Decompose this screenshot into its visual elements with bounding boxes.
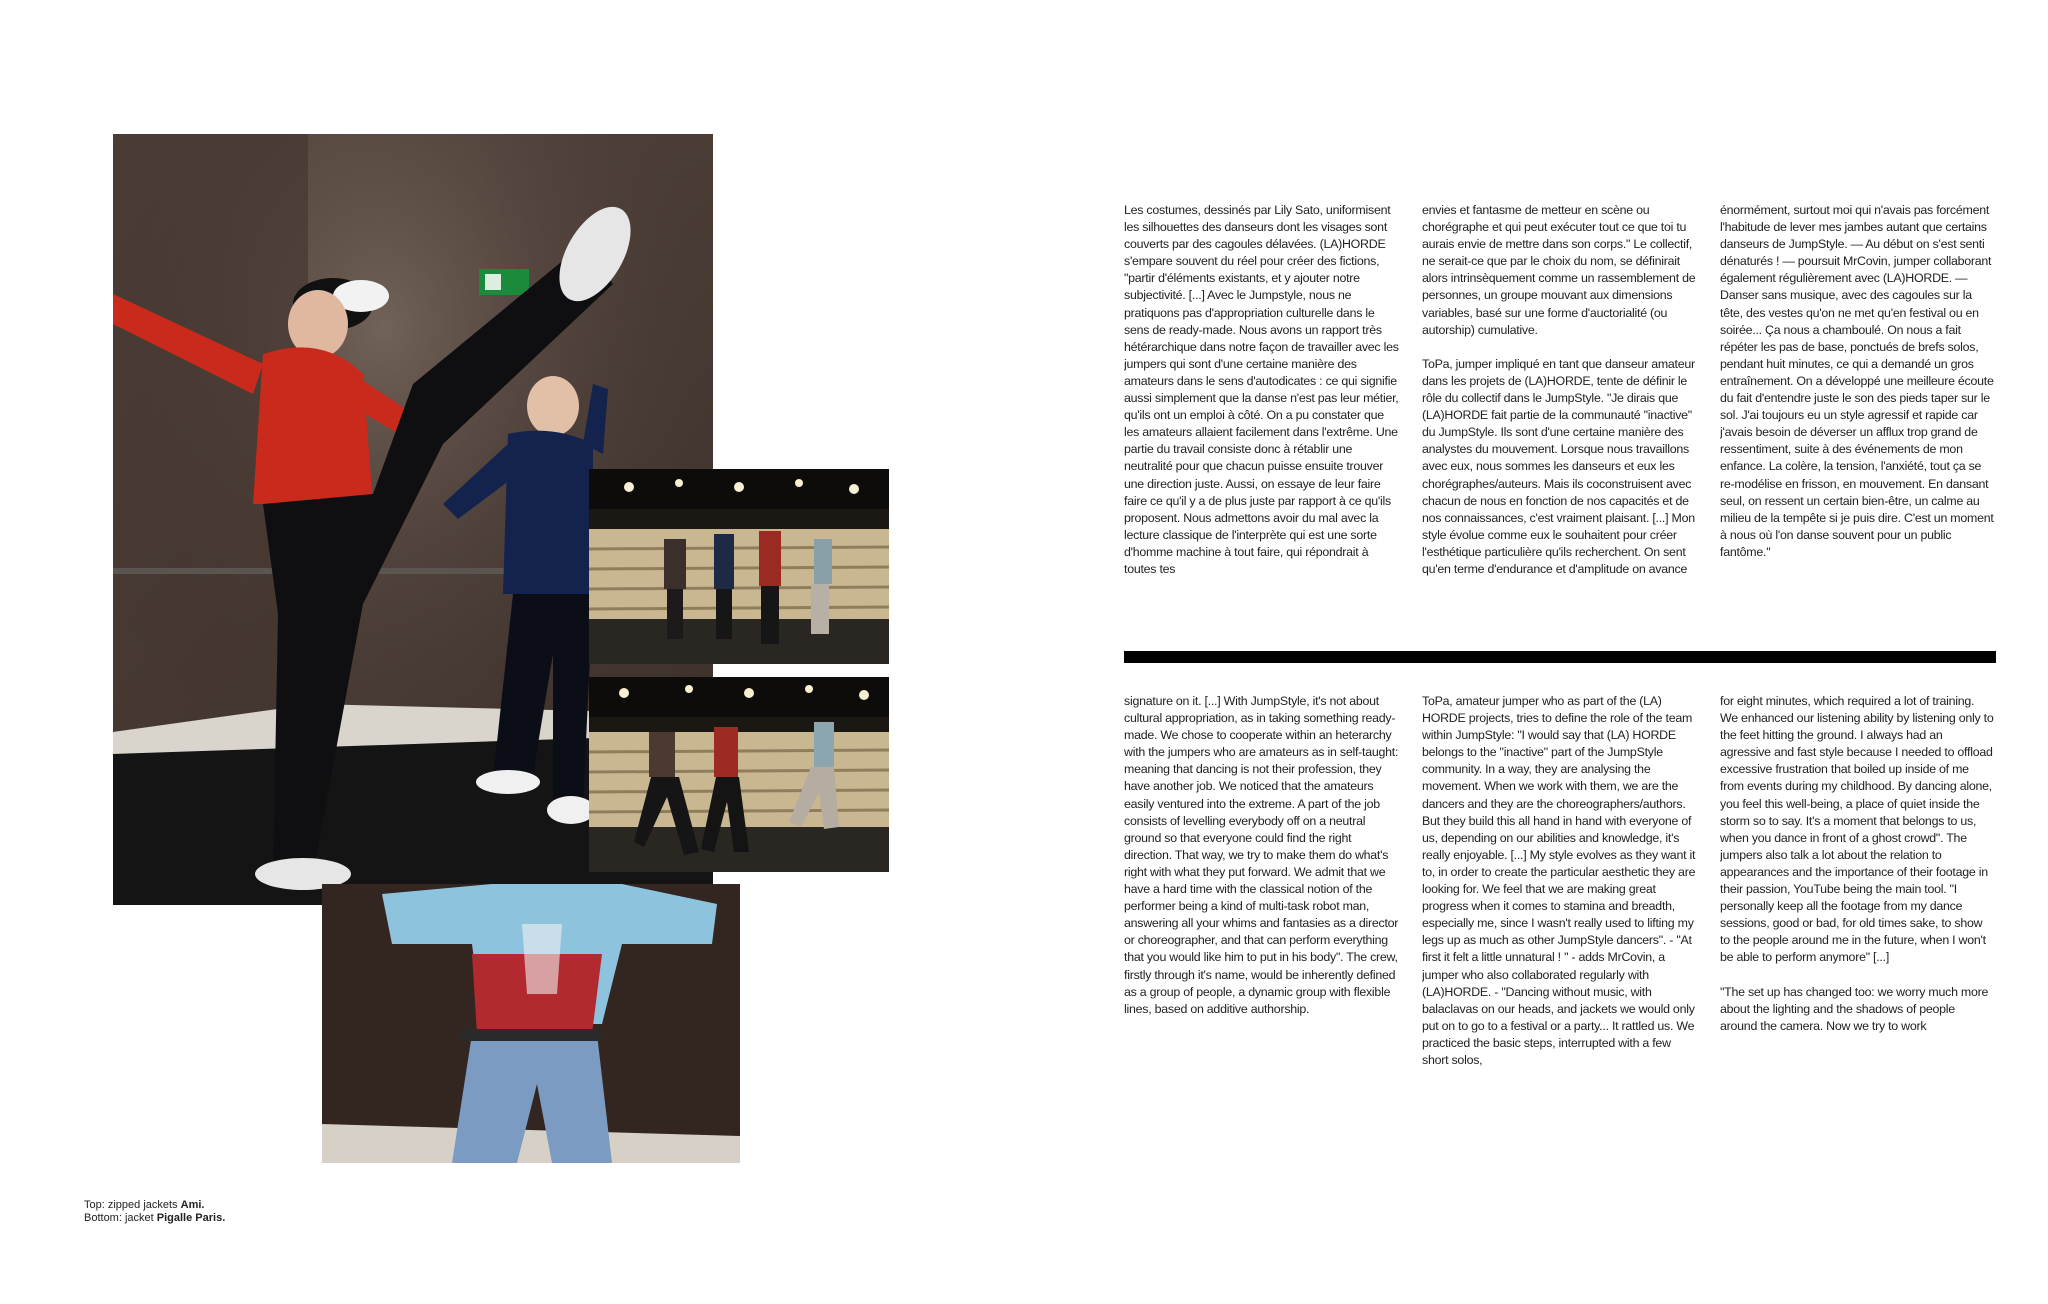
bottom-dance-photo <box>322 884 740 1163</box>
english-text-column-3: for eight minutes, which required a lot of training. We enhanced our listening ability by listening only to the feet hitting the ground. I always had an agressive and fast style because I needed to offload excessive frustration that boiled up inside of me from events during my childhood. By dancing alone, you feel this well-being, a place of quiet inside the storm so to say. It's a moment that belongs to us, when you dance in front of a ghost crowd". The jumpers also talk a lot about the relation to appearances and the importance of their footage in their passion, YouTube being the main tool. "I personally keep all the footage from my dance sessions, good or bad, for old times sake, to show to the people around me in the future, when I won't be able to perform anymore" [...] "The set up has changed too: we worry much more about the lighting and the shadows of people around the camera. Now we try to work <box>1720 694 1994 1033</box>
caption-bottom: Bottom: jacket Pigalle Paris. <box>84 1212 226 1224</box>
photo-caption <box>84 1199 225 1225</box>
bottom-dance-photo-image <box>322 884 740 1163</box>
french-text-column-1: Les costumes, dessinés par Lily Sato, uniformisent les silhouettes des danseurs dont les visages sont couverts par des cagoules délavées. (LA)HORDE s'empare souvent du réel pour créer des fictions, "partir d'éléments existants, et y ajouter notre subjectivité. [...] Avec le Jumpstyle, nous ne pratiquons pas d'appropriation culturelle dans le sens de ready-made. Nous avons un rapport très hétérarchique dans notre façon de travailler avec les jumpers qui sont d'une certaine manière des amateurs dans le sens d'autodicates : ce qui signifie aussi simplement que la danse n'est pas leur métier, qu'ils ont un emploi à côté. On a pu constater que les amateurs allaient facilement dans l'extrême. Une partie du travail consiste donc à rétablir une neutralité pour que chacun puisse ensuite trouver une direction juste. Aussi, on essaye de leur faire faire ce qu'il y a de plus juste par rapport à ce qu'ils proposent. Nous admettons avoir du mal avec la lecture classique de l'interprète qui est une sorte d'homme machine à tout faire, qui répondrait à toutes tes <box>1124 203 1399 576</box>
french-text-column-3: énormément, surtout moi qui n'avais pas forcément l'habitude de lever mes jambes autant que certains danseurs de JumpStyle. — Au début on s'est senti dénaturés ! — poursuit MrCovin, jumper collaborant également régulièrement avec (LA)HORDE. — Danser sans musique, avec des cagoules sur la tête, des vestes qu'on ne met qu'en festival ou en soirée... Ça nous a chamboulé. On nous a fait répéter les pas de base, ponctués de brefs solos, pendant huit minutes, ce qui a demandé un gros entraînement. On a développé une meilleure écoute du fait d'entendre juste le son des pieds taper sur le sol. J'ai toujours eu un style agressif et rapide car j'avais besoin de déverser un afflux trop grand de ressentiment, suite à des événements de mon enfance. La colère, la tension, l'anxiété, tout ça se re-modélise en frisson, en mouvement. En dansant seul, on ressent un certain bien-être, un calme au milieu de la tempête si je puis dire. C'est un moment à nous où l'on danse souvent pour un public fantôme." <box>1720 203 1994 559</box>
caption-top-brand: Ami. <box>180 1199 205 1211</box>
english-text-column-2: ToPa, amateur jumper who as part of the (LA) HORDE projects, tries to define the role of the team within JumpStyle: "I would say that (LA) HORDE belongs to the "inactive" part of the JumpStyle community. In a way, they are analysing the movement. When we work with them, we are the dancers and they are the choreographers/authors. But they build this all hand in hand with everyone of us, depending on our abilities and knowledge, it's really enjoyable. [...] My style evolves as they want it to, in order to create the particular aesthetic they are looking for. We feel that we are making great progress when it comes to stamina and breadth, especially me, since I wasn't really used to lifting my legs up as much as other JumpStyle dancers". - "At first it felt a little unnatural ! " - adds MrCovin, a jumper who also collaborated regularly with (LA)HORDE. - "Dancing without music, with balaclavas on our heads, and jackets we would only put on to go to a festival or a party... It rattled us. We practiced the basic steps, interrupted with a few short solos, <box>1422 694 1696 1067</box>
video-still-top <box>589 469 889 664</box>
english-text-column-1: signature on it. [...] With JumpStyle, it's not about cultural appropriation, as in taking something ready-made. We chose to cooperate within an heterarchy with the jumpers who are amateurs as in self-taught: meaning that dancing is not their profession, they have another job. We noticed that the amateurs easily ventured into the extreme. A part of the job consists of levelling everybody off on a neutral ground so that everyone could find the right direction. That way, we try to make them do what's right with what they put forward. We admit that we have a hard time with the classical notion of the performer being a kind of multi-task robot man, answering all your whims and fantasies as a director or choreographer, and that can perform everything that you would like him to put in his body". The crew, firstly through it's name, would be inherently defined as a group of people, a dynamic group with flexible lines, based on additive authorship. <box>1124 694 1399 1016</box>
video-still-bottom <box>589 677 889 872</box>
french-text-column-2: envies et fantasme de metteur en scène ou chorégraphe et qui peut exécuter tout ce que toi tu aurais envie de mettre dans son corps." Le collectif, ne serait-ce que par le choix du nom, se définirait alors intrinsèquement comme un rassemblement de personnes, un groupe mouvant aux dimensions variables, basé sur une forme d'auctorialité (ou autorship) cumulative. ToPa, jumper impliqué en tant que danseur amateur dans les projets de (LA)HORDE, tente de définir le rôle du collectif dans le JumpStyle. "Je dirais que (LA)HORDE fait partie de la communauté "inactive" du JumpStyle. Ils sont d'une certaine manière des analystes du mouvement. Lorsque nous travaillons avec eux, nous sommes les danseurs et eux les chorégraphes/auteurs. Mais ils coconstruisent avec chacun de nous en fonction de nos capacités et de nos connaissances, c'est vraiment plaisant. [...] Mon style évolue comme eux le souhaitent pour créer l'esthétique particulière qu'ils recherchent. On sent qu'en terme d'endurance et d'amplitude on avance <box>1422 203 1696 576</box>
video-still-bottom-image <box>589 677 889 872</box>
caption-top: Top: zipped jackets Ami. <box>84 1199 205 1211</box>
video-still-top-image <box>589 469 889 664</box>
section-divider <box>1124 651 1996 663</box>
caption-bottom-brand: Pigalle Paris. <box>156 1212 226 1224</box>
